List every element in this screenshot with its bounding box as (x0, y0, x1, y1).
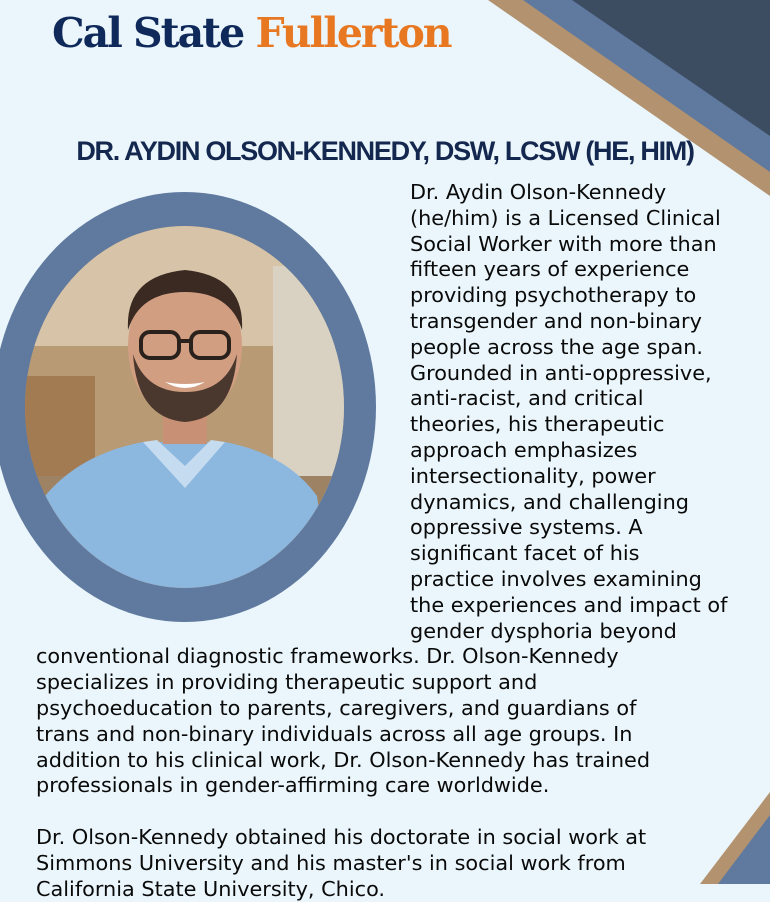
university-logo (52, 6, 451, 60)
bio-line: transgender and non-binary (410, 308, 702, 333)
bio-text (36, 180, 764, 902)
paragraph-gap (36, 799, 764, 825)
page-title: DR. AYDIN OLSON-KENNEDY, DSW, LCSW (HE, HIM) (76, 136, 694, 166)
bio-line: theories, his therapeutic (410, 412, 665, 437)
bio-line: anti-racist, and critical (410, 386, 644, 411)
bio-line: practice involves examining (410, 566, 702, 591)
education-line: California State University, Chico. (36, 876, 386, 901)
logo-text-cal-state: Cal State (52, 9, 244, 57)
bio-line: psychoeducation to parents, caregivers, and guardians of (36, 695, 637, 720)
bio-line: intersectionality, power (410, 463, 656, 488)
bio-line: oppressive systems. A (410, 515, 643, 540)
bio-line: Grounded in anti-oppressive, (410, 360, 712, 385)
bio-line: conventional diagnostic frameworks. Dr. Olson-Kennedy (36, 644, 619, 669)
education-line: Simmons University and his master's in social work from (36, 850, 626, 875)
bio-line: specializes in providing therapeutic support and (36, 670, 538, 695)
bio-line: providing psychotherapy to (410, 283, 697, 308)
bio-line: addition to his clinical work, Dr. Olson-Kennedy has trained (36, 747, 651, 772)
bio-line: Social Worker with more than (410, 231, 717, 256)
education-line: Dr. Olson-Kennedy obtained his doctorate in social work at (36, 824, 647, 849)
bio-line: gender dysphoria beyond (410, 618, 677, 643)
bio-line: fifteen years of experience (410, 257, 690, 282)
logo-text-fullerton: Fullerton (255, 9, 451, 57)
bio-line: Dr. Aydin Olson-Kennedy (410, 180, 667, 204)
bio-line: significant facet of his (410, 541, 640, 566)
bio-line: dynamics, and challenging (410, 489, 689, 514)
bio-line: trans and non-binary individuals across all age groups. In (36, 721, 633, 746)
bio-line: the experiences and impact of (410, 592, 728, 617)
bio-line: professionals in gender-affirming care worldwide. (36, 773, 550, 798)
bio-line: approach emphasizes (410, 437, 638, 462)
bio-line: people across the age span. (410, 334, 704, 359)
bio-line: (he/him) is a Licensed Clinical (410, 205, 721, 230)
